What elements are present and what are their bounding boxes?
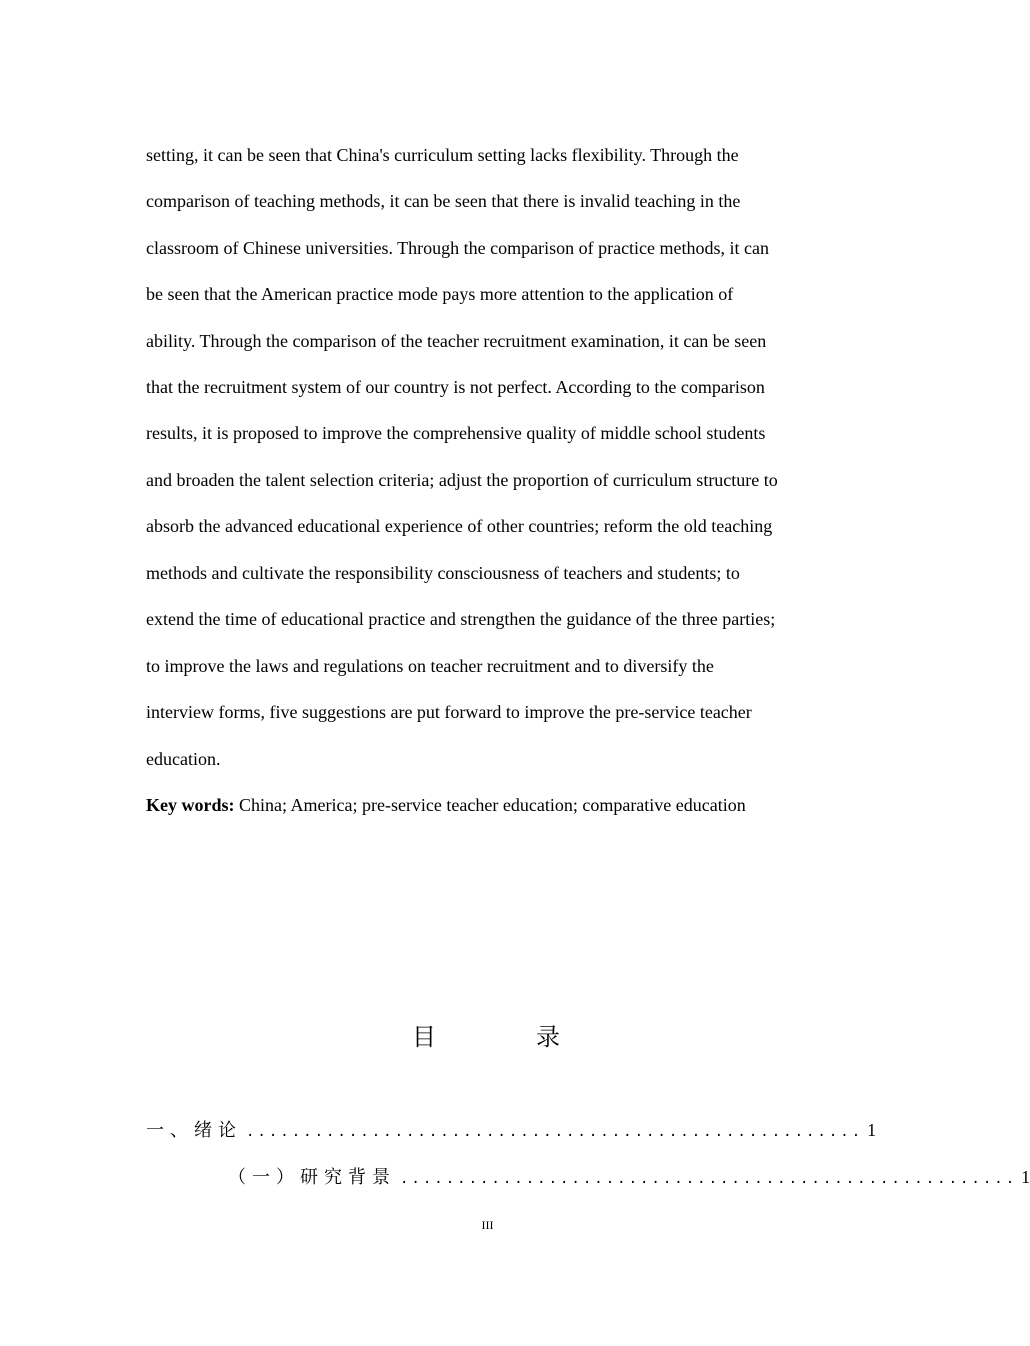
- abstract-line: interview forms, five suggestions are put forward to improve the pre-service teacher: [146, 702, 752, 722]
- toc-title-char-2: 录: [536, 1023, 560, 1051]
- keywords-label: Key words:: [146, 795, 235, 815]
- page-number: III: [481, 1218, 494, 1232]
- abstract-line: and broaden the talent selection criteria; adjust the proportion of curriculum structure to: [146, 470, 778, 490]
- abstract-line: absorb the advanced educational experience of other countries; reform the old teaching: [146, 516, 773, 536]
- toc-entry-label: （一）研究背景: [228, 1167, 396, 1188]
- abstract-line: comparison of teaching methods, it can be seen that there is invalid teaching in the: [146, 191, 741, 211]
- abstract-line: setting, it can be seen that China's curriculum setting lacks flexibility. Through the: [146, 145, 739, 165]
- abstract-line: education.: [146, 749, 221, 769]
- abstract-line: classroom of Chinese universities. Through the comparison of practice methods, it can: [146, 238, 770, 258]
- abstract-line: extend the time of educational practice and strengthen the guidance of the three parties;: [146, 609, 776, 629]
- toc-entry-label: 一、绪论: [146, 1120, 242, 1141]
- toc-page-number: 1: [867, 1120, 877, 1140]
- abstract-line: be seen that the American practice mode pays more attention to the application of: [146, 284, 734, 304]
- abstract-line: that the recruitment system of our country is not perfect. According to the comparison: [146, 377, 765, 397]
- toc-entry[interactable]: [228, 1165, 1030, 1189]
- abstract-line: to improve the laws and regulations on teacher recruitment and to diversify the: [146, 656, 714, 676]
- toc-page-number: 1: [1021, 1167, 1030, 1187]
- keywords-text: China; America; pre-service teacher education; comparative education: [234, 795, 746, 815]
- abstract-line: ability. Through the comparison of the teacher recruitment examination, it can be seen: [146, 331, 767, 351]
- keywords: [146, 794, 836, 816]
- abstract-line: methods and cultivate the responsibility consciousness of teachers and students; to: [146, 563, 740, 583]
- toc-title-char-1: 目: [412, 1023, 436, 1051]
- abstract-line: results, it is proposed to improve the comprehensive quality of middle school students: [146, 423, 766, 443]
- toc-entry[interactable]: [146, 1118, 877, 1142]
- toc-leader: ......................................................: [400, 1171, 1018, 1187]
- toc-leader: ......................................................: [246, 1124, 864, 1140]
